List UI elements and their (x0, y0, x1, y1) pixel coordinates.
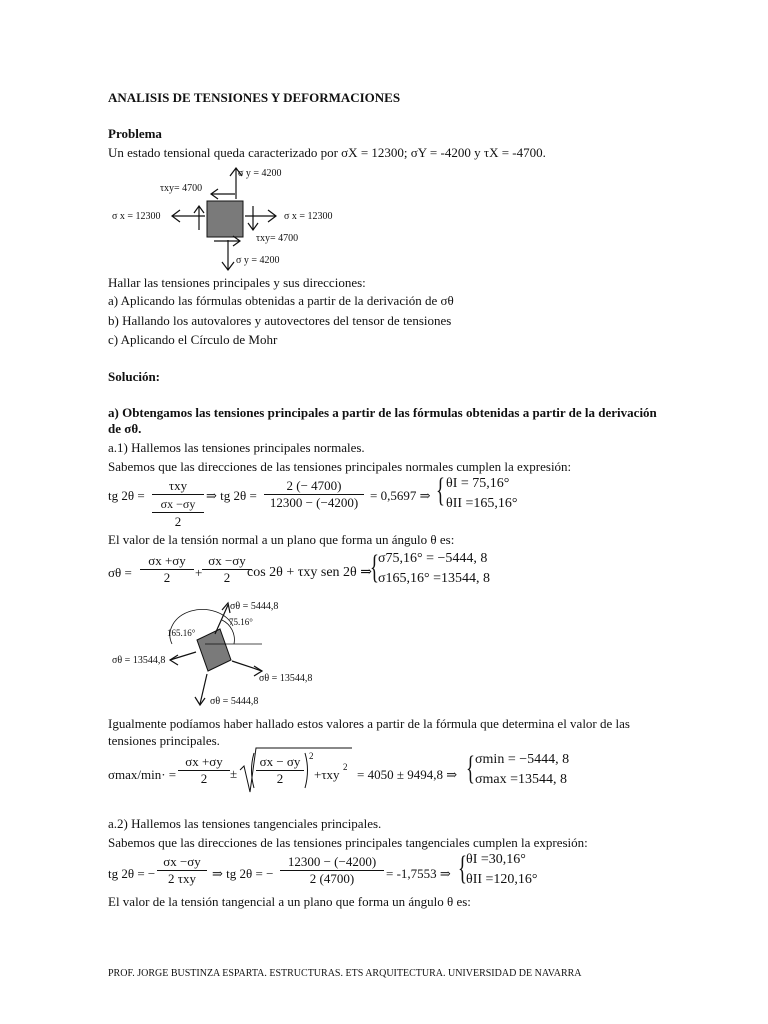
eq1-theta2: θII =165,16° (446, 496, 518, 511)
eq1-result: = 0,5697 ⇒ (370, 488, 431, 503)
problem-statement: Un estado tensional queda caracterizado por σX = 12300; σY = -4200 y τX = -4700. (108, 145, 546, 160)
eq3-square-2: 2 (343, 762, 348, 772)
eq2-lhs: σθ = (108, 565, 132, 580)
page-title: ANALISIS DE TENSIONES Y DEFORMACIONES (108, 90, 401, 105)
fig1-sigma-x-right: σ x = 12300 (284, 211, 333, 222)
fig2-sigma-top: σθ = 5444,8 (230, 601, 279, 612)
eq1-fraction-2: $\frac{2 (- 4700)}{12300 - (-4200)}$ (264, 478, 364, 511)
section-a1-heading: a.1) Hallemos las tensiones principales normales. (108, 440, 365, 455)
fig2-angle-2: 165.16° (167, 628, 196, 638)
eq2-fraction-1: $\frac{\sigma x +\sigma y}{2}$ (140, 553, 194, 586)
fig2-sigma-bottom: σθ = 5444,8 (210, 696, 259, 707)
alt-text-line1: Igualmente podíamos haber hallado estos valores a partir de la fórmula que determina el valor de las (108, 716, 630, 731)
fig1-sigma-y-bottom: σ y = 4200 (236, 255, 280, 266)
section-a-heading-line2: de σθ. (108, 421, 142, 436)
problem-heading: Problema (108, 126, 162, 141)
eq3-result-max: σmax =13544, 8 (475, 772, 568, 787)
eq1-arrow-tg: ⇒ tg 2θ = (206, 488, 257, 503)
tangential-stress-text: El valor de la tensión tangencial a un plano que forma un ángulo θ es: (108, 894, 471, 909)
eq4-theta1: θI =30,16° (466, 852, 526, 867)
page-footer: PROF. JORGE BUSTINZA ESPARTA. ESTRUCTURAS. ETS ARQUITECTURA. UNIVERSIDAD DE NAVARRA (108, 968, 582, 979)
section-a-heading-line1: a) Obtengamos las tensiones principales a partir de las fórmulas obtenidas a partir de la derivación (108, 405, 657, 420)
eq1-den-num: σx −σy (152, 497, 204, 513)
eq3-result-min: σmin = −5444, 8 (475, 752, 570, 767)
eq4-theta2: θII =120,16° (466, 872, 538, 887)
task-c: c) Aplicando el Círculo de Mohr (108, 332, 278, 347)
eq3-brace: { (466, 750, 475, 787)
fig1-sigma-x-left: σ x = 12300 (112, 211, 161, 222)
eq2-result-2: σ165,16° =13544, 8 (378, 571, 491, 586)
eq2-plus: + (195, 565, 203, 580)
section-a1-text: Sabemos que las direcciones de las tensiones principales normales cumplen la expresión: (108, 459, 572, 474)
eq1-theta1: θI = 75,16° (446, 476, 510, 491)
eq4-lhs: tg 2θ = − (108, 866, 156, 881)
fig1-sigma-y-top: σ y = 4200 (238, 168, 282, 179)
eq2-fraction-2: $\frac{\sigma x -\sigma y}{2}$ (202, 553, 252, 586)
eq1-brace: { (436, 472, 445, 509)
fig2-sigma-right: σθ = 13544,8 (259, 673, 313, 684)
solution-heading: Solución: (108, 369, 161, 384)
eq3-lhs: σmax/min· = (108, 767, 177, 782)
alt-text-line2: tensiones principales. (108, 733, 220, 748)
fig1-tau-top: τxy= 4700 (160, 183, 203, 194)
eq1-fraction: τxy (152, 478, 204, 495)
fig1-tau-bottom: τxy= 4700 (256, 233, 299, 244)
eq2-brace: { (370, 549, 379, 586)
tasks-intro: Hallar las tensiones principales y sus direcciones: (108, 275, 366, 290)
eq2-tail: cos 2θ + τxy sen 2θ ⇒ (247, 565, 372, 580)
eq1-den-den: 2 (174, 514, 182, 529)
eq3-fraction: $\frac{\sigma x +\sigma y}{2}$ (178, 754, 230, 787)
eq3-result: = 4050 ± 9494,8 ⇒ (357, 767, 458, 782)
fig2-sigma-left: σθ = 13544,8 (112, 655, 166, 666)
eq4-brace: { (458, 850, 467, 887)
section-a2-heading: a.2) Hallemos las tensiones tangenciales principales. (108, 816, 382, 831)
eq3-plus-tau: +τxy (314, 767, 340, 782)
eq3-square: 2 (309, 751, 314, 761)
section-a2-text: Sabemos que las direcciones de las tensiones principales tangenciales cumplen la expresión: (108, 835, 588, 850)
eq4-arrow-tg: ⇒ tg 2θ = − (212, 866, 274, 881)
normal-stress-text: El valor de la tensión normal a un plano que forma un ángulo θ es: (108, 532, 455, 547)
eq4-result: = -1,7553 ⇒ (386, 866, 451, 881)
eq4-fraction-2: $\frac{12300 - (-4200)}{2 (4700)}$ (280, 854, 384, 887)
fig2-angle-1: 75.16° (229, 617, 253, 627)
eq4-fraction: σx −σy 2 τxy (157, 854, 207, 887)
eq3-inner-fraction: $\frac{\sigma x - \sigma y}{2}$ (256, 754, 304, 787)
task-b: b) Hallando los autovalores y autovectores del tensor de tensiones (108, 313, 452, 328)
eq2-result-1: σ75,16° = −5444, 8 (378, 551, 488, 566)
eq3-plus-minus: ± (230, 766, 238, 781)
task-a: a) Aplicando las fórmulas obtenidas a partir de la derivación de σθ (108, 293, 454, 308)
eq1-lhs: tg 2θ = (108, 488, 145, 503)
